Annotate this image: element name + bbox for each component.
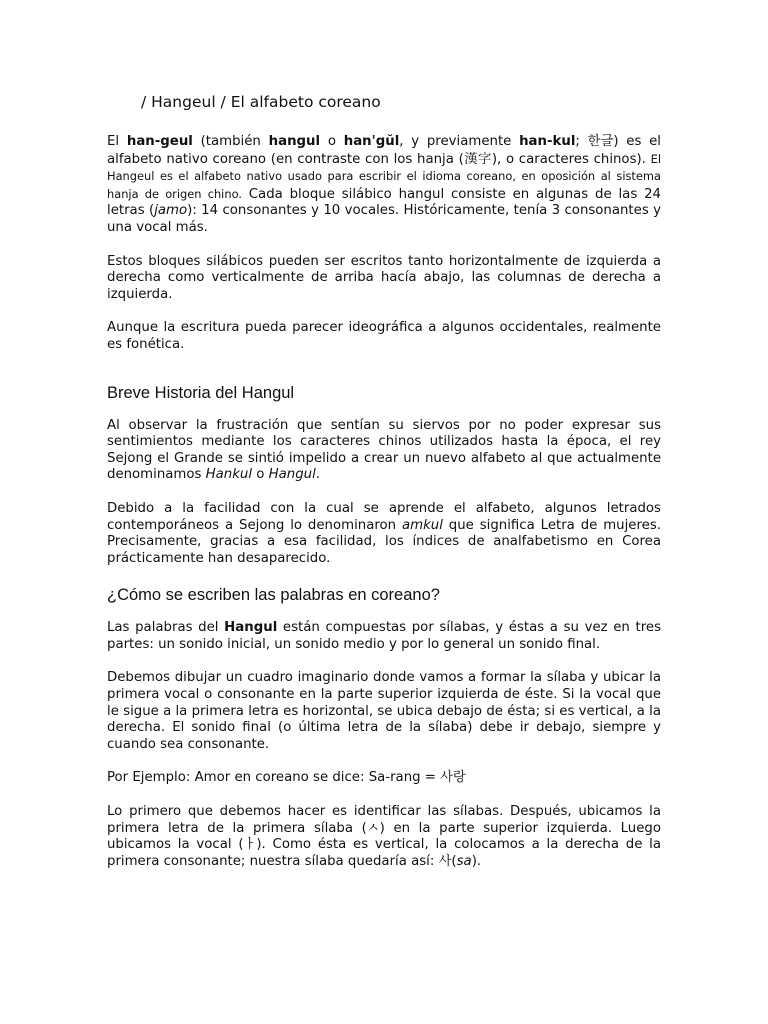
text-run: Lo primero que debemos hacer es identificar las sílabas. Después, ubicamos la primera letra de la primera sílaba (ㅅ) en la parte superior izquierda. Luego ubicamos la vocal (ㅏ). Como ésta es vertical, la colocamos a la derecha de la primera consonante; nuestra sílaba quedaría así: 사(	[107, 804, 661, 869]
term-hankul: Hankul	[205, 467, 253, 483]
paragraph-writing-direction: Estos bloques silábicos pueden ser escritos tanto horizontalmente de izquierda a derecha como verticalmente de arriba hacía abajo, las columnas de derecha a izquierda.	[107, 253, 661, 302]
text-run: .	[315, 467, 321, 483]
small-text-run: El Hangeul es el alfabeto nativo usado para escribir el idioma coreano, en oposición al sistema hanja de origen chino.	[107, 151, 661, 201]
text-run: Las palabras del	[107, 620, 225, 636]
term-han-geul: han-geul	[126, 134, 193, 149]
paragraph-syllables	[107, 620, 661, 653]
text-run: Cada bloque silábico hangul consiste en algunas de las 24 letras (	[107, 186, 661, 219]
text-run: (también	[192, 134, 269, 149]
term-hangul: hangul	[268, 134, 321, 149]
paragraph-first-syllable	[107, 804, 661, 870]
term-hangul-italic: Hangul	[268, 467, 316, 483]
text-run: , y previamente	[399, 134, 520, 149]
paragraph-phonetic: Aunque la escritura pueda parecer ideográfica a algunos occidentales, realmente es fonética.	[107, 320, 661, 352]
text-run: Debido a la facilidad con la cual se aprende el alfabeto, algunos letrados contemporáneos a Sejong lo denominaron	[107, 500, 661, 533]
text-run: Al observar la frustración que sentían su siervos por no poder expresar sus sentimientos mediante los caracteres chinos utilizados hasta la época, el rey Sejong el Grande se sintió impelido a crear un nuevo alfabeto al que actualmente denominamos	[107, 417, 661, 483]
paragraph-example: Por Ejemplo: Amor en coreano se dice: Sa-rang = 사랑	[107, 770, 466, 786]
paragraph-sejong	[107, 418, 661, 484]
heading-how-to-write: ¿Cómo se escriben las palabras en coreano?	[107, 586, 440, 605]
term-amkul: amkul	[401, 517, 443, 533]
paragraph-intro	[107, 134, 661, 237]
text-run: ).	[471, 853, 482, 869]
paragraph-imaginary-box: Debemos dibujar un cuadro imaginario donde vamos a formar la sílaba y ubicar la primera vocal o consonante en la parte superior izquierda de éste. Si la vocal que le sigue a la primera letra es horizontal, se ubica debajo de ésta; si es vertical, a la derecha. El sonido final (o última letra de la sílaba) debe ir debajo, siempre y cuando sea consonante.	[107, 670, 661, 752]
document-page	[107, 90, 661, 887]
text-run: ; 한글) es el alfabeto nativo coreano (en contraste con los hanja (漢字), o caracteres chinos).	[107, 134, 661, 167]
term-han-kul: han-kul	[519, 134, 576, 149]
term-jamo: jamo	[154, 203, 188, 219]
text-run: están compuestas por sílabas, y éstas a su vez en tres partes: un sonido inicial, un sonido medio y por lo general un sonido final.	[107, 620, 661, 652]
text-run: ): 14 consonantes y 10 vocales. Históricamente, tenía 3 consonantes y una vocal más.	[107, 203, 661, 235]
term-hangul-bold: Hangul	[224, 620, 278, 636]
text-run: o	[252, 467, 269, 483]
paragraph-amkul	[107, 501, 661, 567]
term-sa: sa	[456, 853, 472, 869]
term-hangul-romanized: han'gŭl	[343, 134, 400, 149]
document-title: / Hangeul / El alfabeto coreano	[141, 93, 381, 111]
text-run: que significa Letra de mujeres. Precisamente, gracias a esa facilidad, los índices de analfabetismo en Corea prácticamente han desaparecido.	[107, 517, 661, 566]
text-run: o	[320, 134, 344, 149]
text-run: El	[107, 134, 127, 149]
heading-history: Breve Historia del Hangul	[107, 383, 295, 402]
